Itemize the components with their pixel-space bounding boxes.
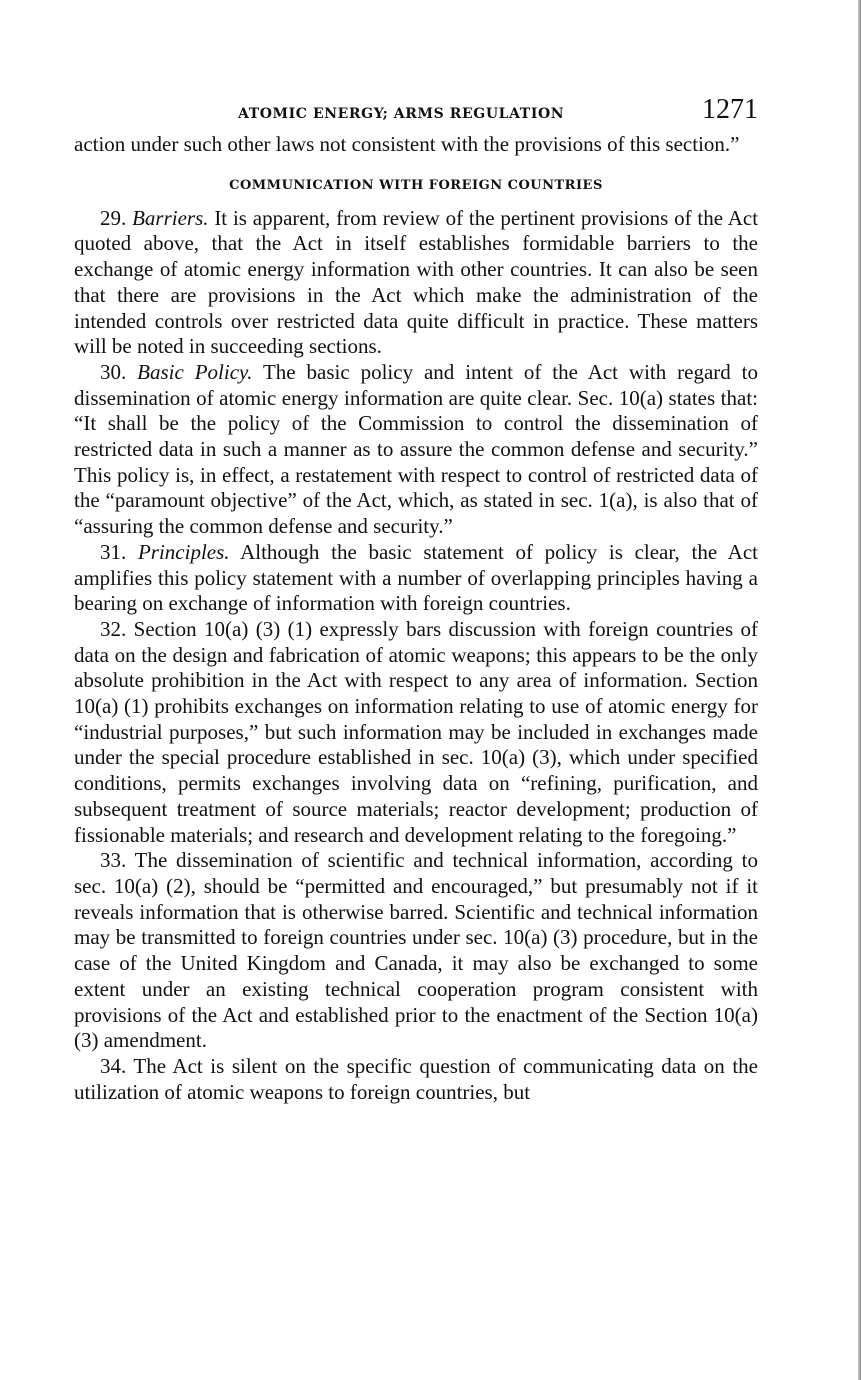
paragraph-number: 33. xyxy=(100,848,127,873)
paragraph-number: 31. xyxy=(100,539,127,564)
paragraph-32 xyxy=(74,617,758,848)
paragraph-title: Basic Policy. xyxy=(137,359,253,384)
paragraph-text: It is apparent, from review of the pertinent provisions of the Act quoted above, that the Act in itself establishes formidable barriers to the exchange of atomic energy information with other countries. It can also be seen that there are provisions in the Act which make the administration of the intended controls over restricted data quite difficult in practice. These matters will be noted in succeeding sections. xyxy=(74,205,759,359)
paragraph-33 xyxy=(74,848,758,1054)
paragraph-text: Section 10(a) (3) (1) expressly bars discussion with foreign countries of data on the design and fabrication of atomic weapons; this appears to be the only absolute prohibition in the Act with respect to any area of information. Section 10(a) (1) prohibits exchanges on information relating to use of atomic energy for “industrial purposes,” but such information may be included in exchanges made under the special procedure established in sec. 10(a) (3), which under specified conditions, permits exchanges involving data on “refining, purification, and subsequent treatment of source materials; reactor development; production of fissionable materials; and research and development relating to the foregoing.” xyxy=(74,616,758,847)
paragraph-text: Although the basic statement of policy is clear, the Act amplifies this policy statement with a number of overlapping principles having a bearing on exchange of information with foreign countries. xyxy=(74,539,758,616)
paragraph-text: The dissemination of scientific and technical information, according to sec. 10(a) (2), should be “permitted and encouraged,” but presumably not if it reveals information that is otherwise barred. Scientific and technical information may be transmitted to foreign countries under sec. 10(a) (3) procedure, but in the case of the United Kingdom and Canada, it may also be exchanged to some extent under an existing technical cooperation program consistent with provisions of the Act and established prior to the enactment of the Section 10(a) (3) amendment. xyxy=(74,848,758,1053)
running-head: ATOMIC ENERGY; ARMS REGULATION xyxy=(238,106,565,122)
paragraph-title: Principles. xyxy=(137,539,230,564)
paragraph-title: Barriers. xyxy=(132,205,209,230)
paragraph-text: The Act is silent on the specific question of communicating data on the utilization of atomic weapons to foreign countries, but xyxy=(74,1053,758,1104)
paragraph-number: 34. xyxy=(100,1053,127,1078)
paragraph-31 xyxy=(74,540,758,617)
section-heading: COMMUNICATION WITH FOREIGN COUNTRIES xyxy=(229,177,603,193)
continued-paragraph: action under such other laws not consistent with the provisions of this section.” xyxy=(74,132,740,156)
body-text xyxy=(74,132,758,1105)
paragraph-34 xyxy=(74,1054,758,1105)
page-header xyxy=(74,92,758,132)
page-number: 1271 xyxy=(702,94,758,125)
paragraph-number: 32. xyxy=(100,616,127,641)
paragraph-29 xyxy=(74,206,758,360)
paragraph-number: 30. xyxy=(100,359,127,384)
paragraph-text: The basic policy and intent of the Act with regard to dissemination of atomic energy information are quite clear. Sec. 10(a) states that: “It shall be the policy of the Commission to control the dissemination of restricted data in such a manner as to assure the common defense and security.” This policy is, in effect, a restatement with respect to control of restricted data of the “paramount objective” of the Act, which, as stated in sec. 1(a), is also that of “assuring the common defense and security.” xyxy=(74,359,759,539)
document-page xyxy=(74,92,758,1105)
paragraph-30 xyxy=(74,360,758,540)
paragraph-number: 29. xyxy=(100,205,127,230)
